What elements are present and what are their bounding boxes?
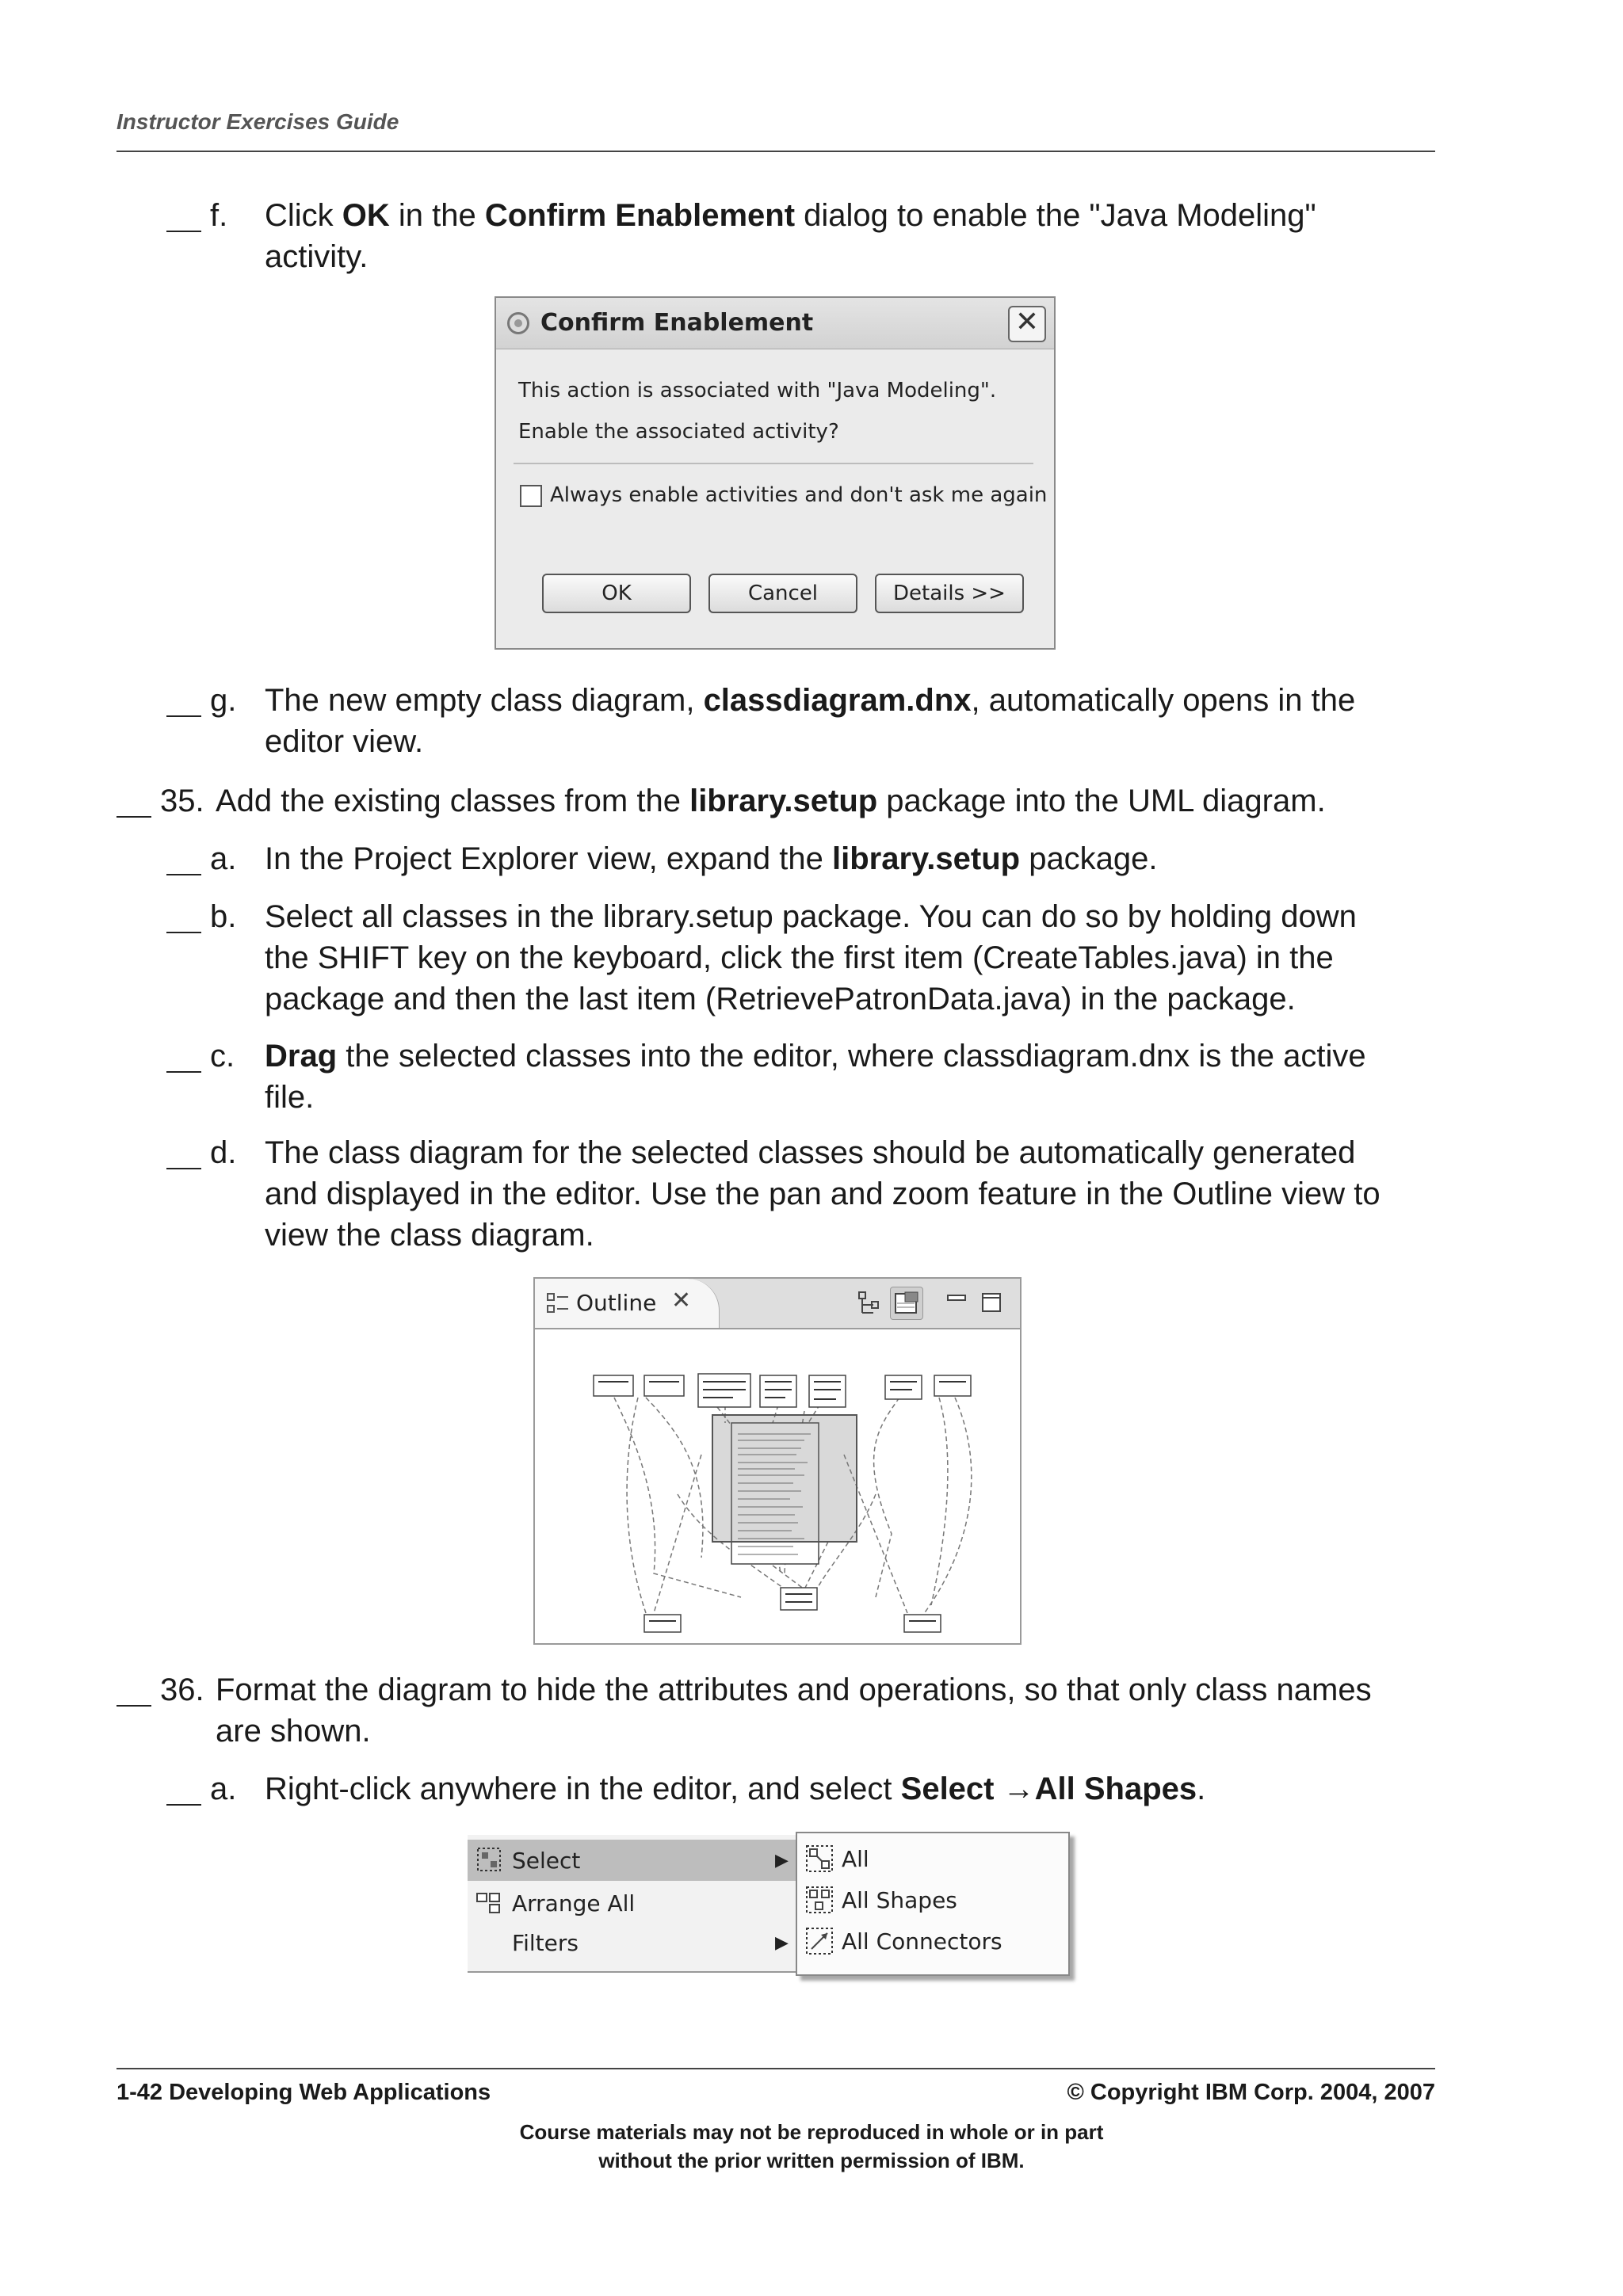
select-all-shapes-icon: [805, 1886, 834, 1914]
step-label: f.: [210, 198, 228, 233]
step-35b-line3: package and then the last item (RetrievePatronData.java) in the package.: [265, 982, 1296, 1016]
select-all-icon: [805, 1844, 834, 1873]
dialog-separator: [514, 463, 1033, 464]
step-35b-line2: the SHIFT key on the keyboard, click the first item (CreateTables.java) in the: [265, 940, 1334, 975]
menu-item-filters[interactable]: Filters: [512, 1930, 579, 1956]
submenu-arrow-icon: ▶: [775, 1851, 789, 1871]
select-all-connectors-icon: [805, 1927, 834, 1955]
maximize-icon[interactable]: [976, 1287, 1009, 1320]
cancel-button[interactable]: Cancel: [708, 574, 857, 613]
class-diagram-thumbnail[interactable]: [543, 1336, 1010, 1635]
step-label: b.: [210, 899, 237, 934]
dialog-message-line2: Enable the associated activity?: [518, 420, 839, 444]
step-label: 35.: [160, 784, 204, 818]
outline-tab-label: Outline: [576, 1290, 657, 1316]
menu-item-select[interactable]: Select: [512, 1848, 581, 1874]
minimize-icon[interactable]: [941, 1287, 974, 1320]
step-f-text-cont: activity.: [265, 239, 369, 274]
step-f-text: Click OK in the Confirm Enablement dialog to enable the "Java Modeling": [265, 198, 1316, 233]
select-submenu: [796, 1832, 1070, 1976]
step-35c-text: Drag the selected classes into the editor, where classdiagram.dnx is the active: [265, 1039, 1366, 1074]
checkbox-blank: [166, 1168, 201, 1169]
submenu-arrow-icon: ▶: [775, 1933, 789, 1953]
step-label: g.: [210, 683, 237, 718]
context-menu: [468, 1835, 800, 1973]
close-icon[interactable]: ✕: [1008, 306, 1046, 342]
step-label: c.: [210, 1039, 235, 1074]
checkbox-blank: [166, 1804, 201, 1806]
step-36a-text: Right-click anywhere in the editor, and select Select →All Shapes.: [265, 1772, 1206, 1806]
confirm-enablement-dialog: [495, 296, 1056, 650]
page-header: Instructor Exercises Guide: [116, 109, 399, 134]
header-rule: [116, 151, 1435, 152]
submenu-item-all-connectors[interactable]: All Connectors: [842, 1928, 1002, 1955]
step-g-text-cont: editor view.: [265, 724, 424, 759]
arrange-all-icon: [475, 1889, 502, 1916]
step-label: 36.: [160, 1672, 204, 1707]
dialog-message-line1: This action is associated with "Java Modeling".: [518, 379, 997, 402]
checkbox-blank: [116, 816, 151, 818]
outline-view: [533, 1277, 1022, 1645]
submenu-item-all-shapes[interactable]: All Shapes: [842, 1887, 957, 1913]
step-35c-text-cont: file.: [265, 1080, 315, 1115]
step-g-text: The new empty class diagram, classdiagram.dnx, automatically opens in the: [265, 683, 1356, 718]
checkbox-blank: [166, 1071, 201, 1073]
menu-item-arrange-all[interactable]: Arrange All: [512, 1890, 636, 1917]
footer-notice-line2: without the prior written permission of IBM.: [598, 2149, 1025, 2172]
step-35-text: Add the existing classes from the library.setup package into the UML diagram.: [216, 784, 1326, 818]
outline-tab-bar: [535, 1279, 1020, 1329]
step-35d-line3: view the class diagram.: [265, 1218, 594, 1253]
outline-icon: [546, 1291, 570, 1315]
dialog-title: Confirm Enablement: [540, 309, 814, 337]
overview-icon[interactable]: [890, 1287, 923, 1320]
dialog-app-icon: [507, 312, 529, 334]
step-label: d.: [210, 1135, 237, 1170]
outline-tab[interactable]: [535, 1279, 720, 1328]
always-enable-label: Always enable activities and don't ask me again: [550, 483, 1048, 507]
close-icon[interactable]: ✕: [671, 1287, 692, 1314]
checkbox-blank: [116, 1705, 151, 1707]
footer-copyright: © Copyright IBM Corp. 2004, 2007: [1067, 2080, 1435, 2105]
ok-button[interactable]: OK: [542, 574, 691, 613]
step-36-line2: are shown.: [216, 1714, 371, 1749]
step-35d-line1: The class diagram for the selected classes should be automatically generated: [265, 1135, 1356, 1170]
step-36-line1: Format the diagram to hide the attributes and operations, so that only class names: [216, 1672, 1372, 1707]
checkbox-blank: [166, 874, 201, 875]
always-enable-checkbox[interactable]: [520, 485, 542, 507]
checkbox-blank: [166, 932, 201, 933]
submenu-item-all[interactable]: All: [842, 1846, 869, 1872]
checkbox-blank: [166, 715, 201, 717]
menu-bottom-border: [468, 1971, 800, 1973]
footer-rule: [116, 2068, 1435, 2069]
footer-page-info: 1-42 Developing Web Applications: [116, 2080, 491, 2105]
step-35b-line1: Select all classes in the library.setup package. You can do so by holding down: [265, 899, 1357, 934]
dialog-title-bar: [496, 298, 1054, 349]
checkbox-blank: [166, 231, 201, 232]
tree-view-icon[interactable]: [852, 1287, 885, 1320]
select-icon: [475, 1846, 502, 1873]
step-label: a.: [210, 841, 237, 876]
step-35d-line2: and displayed in the editor. Use the pan and zoom feature in the Outline view to: [265, 1177, 1381, 1211]
footer-notice-line1: Course materials may not be reproduced in whole or in part: [519, 2120, 1104, 2144]
step-35a-text: In the Project Explorer view, expand the library.setup package.: [265, 841, 1158, 876]
details-button[interactable]: Details >>: [875, 574, 1024, 613]
step-label: a.: [210, 1772, 237, 1806]
